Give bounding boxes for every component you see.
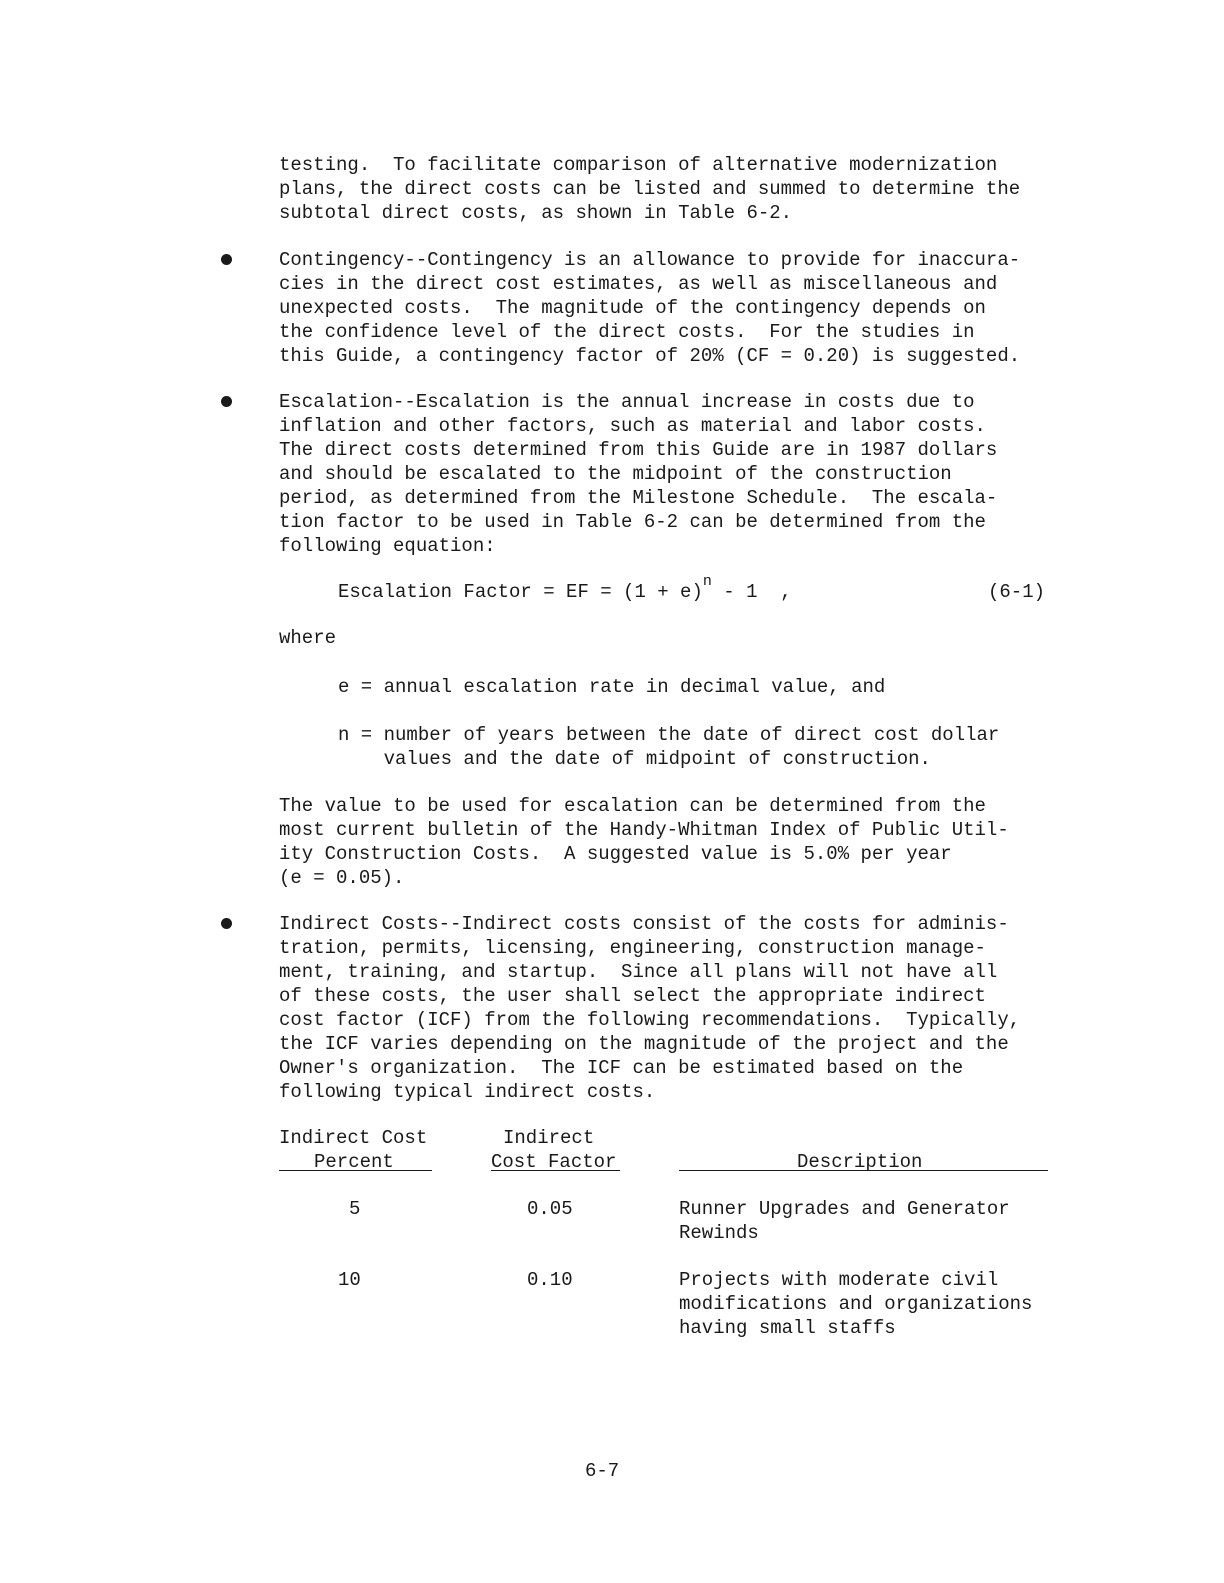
definition-e: e = annual escalation rate in decimal value, and	[338, 676, 886, 698]
table-header-factor-line2: Cost Factor	[491, 1151, 617, 1173]
text-line: ity Construction Costs. A suggested value is 5.0% per year	[279, 843, 952, 865]
definition-n-continued: values and the date of midpoint of construction.	[338, 748, 931, 770]
text-line: of these costs, the user shall select the appropriate indirect	[279, 985, 986, 1007]
row-percent: 5	[349, 1198, 361, 1220]
row-description: modifications and organizations	[679, 1293, 1033, 1315]
row-factor: 0.05	[527, 1198, 573, 1220]
text-line: Owner's organization. The ICF can be estimated based on the	[279, 1057, 964, 1079]
text-line: subtotal direct costs, as shown in Table 6-2.	[279, 202, 793, 224]
definition-n: n = number of years between the date of direct cost dollar	[338, 724, 1000, 746]
text-line: following equation:	[279, 535, 496, 557]
row-factor: 0.10	[527, 1269, 573, 1291]
text-line: this Guide, a contingency factor of 20% (CF = 0.20) is suggested.	[279, 345, 1021, 367]
text-line: Indirect Costs--Indirect costs consist of the costs for adminis-	[279, 913, 1009, 935]
equation-rhs: - 1 ,	[711, 581, 792, 603]
row-description: Projects with moderate civil	[679, 1269, 999, 1291]
header-underline	[679, 1170, 1048, 1171]
page-number: 6-7	[585, 1460, 620, 1482]
table-header-percent-line1: Indirect Cost	[279, 1127, 428, 1149]
text-line: inflation and other factors, such as material and labor costs.	[279, 415, 986, 437]
text-line: period, as determined from the Milestone Schedule. The escala-	[279, 487, 998, 509]
escalation-equation	[338, 573, 792, 604]
text-line: cost factor (ICF) from the following recommendations. Typically,	[279, 1009, 1021, 1031]
text-line: (e = 0.05).	[279, 867, 405, 889]
table-header-factor-line1: Indirect	[503, 1127, 595, 1149]
header-underline	[279, 1170, 432, 1171]
text-line: testing. To facilitate comparison of alternative modernization	[279, 154, 998, 176]
bullet-icon	[221, 918, 232, 929]
text-line: The direct costs determined from this Guide are in 1987 dollars	[279, 439, 998, 461]
text-line: Escalation--Escalation is the annual increase in costs due to	[279, 391, 975, 413]
text-line: plans, the direct costs can be listed and summed to determine the	[279, 178, 1021, 200]
text-line: the ICF varies depending on the magnitude of the project and the	[279, 1033, 1009, 1055]
equation-exponent: n	[702, 573, 712, 590]
text-line: ment, training, and startup. Since all plans will not have all	[279, 961, 998, 983]
row-description: having small staffs	[679, 1317, 896, 1339]
text-line: unexpected costs. The magnitude of the contingency depends on	[279, 297, 986, 319]
text-line: cies in the direct cost estimates, as well as miscellaneous and	[279, 273, 998, 295]
text-line: tration, permits, licensing, engineering, construction manage-	[279, 937, 986, 959]
text-line: most current bulletin of the Handy-Whitman Index of Public Util-	[279, 819, 1009, 841]
text-line: Contingency--Contingency is an allowance to provide for inaccura-	[279, 249, 1021, 271]
table-header-description: Description	[797, 1151, 923, 1173]
text-line: and should be escalated to the midpoint of the construction	[279, 463, 952, 485]
bullet-icon	[221, 396, 232, 407]
where-label: where	[279, 627, 337, 649]
row-percent: 10	[338, 1269, 361, 1291]
header-underline	[491, 1170, 620, 1171]
row-description: Runner Upgrades and Generator	[679, 1198, 1010, 1220]
text-line: tion factor to be used in Table 6-2 can be determined from the	[279, 511, 986, 533]
row-description: Rewinds	[679, 1222, 759, 1244]
text-line: following typical indirect costs.	[279, 1081, 656, 1103]
text-line: the confidence level of the direct costs. For the studies in	[279, 321, 975, 343]
equation-number: (6-1)	[988, 581, 1046, 603]
equation-lhs: Escalation Factor = EF = (1 + e)	[338, 581, 703, 603]
bullet-icon	[221, 254, 232, 265]
table-header-percent-line2: Percent	[314, 1151, 394, 1173]
text-line: The value to be used for escalation can be determined from the	[279, 795, 986, 817]
